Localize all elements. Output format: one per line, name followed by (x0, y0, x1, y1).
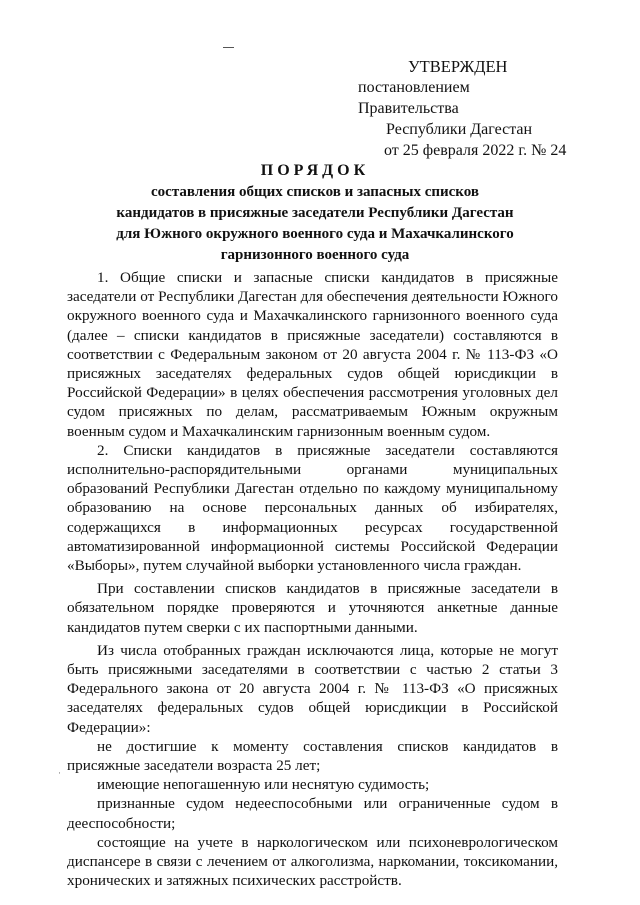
title-subtitle-line: гарнизонного военного суда (220, 247, 410, 263)
paragraph: 1. Общие списки и запасные списки кандидатов в присяжные заседатели от Республики Дагестан для обеспечения деятельности Южного окружного военного суда и Махачкалинского гарнизонного военного суда (далее – списки кандидатов в присяжные заседатели) составляются в соответствии с Федеральным законом от 20 августа 2004 г. № 113-ФЗ «О присяжных заседателях федеральных судов общей юрисдикции в Российской Федерации» в целях обеспечения рассмотрения уголовных дел судом присяжных по делам, рассматриваемым Южным окружным военным судом и Махачкалинским гарнизонным военным судом. (67, 269, 558, 440)
list-item: не достигшие к моменту составления списков кандидатов в присяжные заседатели возраста 25 лет; (67, 737, 558, 775)
approval-title: УТВЕРЖДЕН (408, 57, 508, 76)
paragraph: Из числа отобранных граждан исключаются лица, которые не могут быть присяжными заседателями в соответствии с частью 2 статьи 3 Федерального закона от 20 августа 2004 г. № 113-ФЗ «О присяжных заседателях федеральных судов общей юрисдикции в Российской Федерации»: (67, 641, 558, 736)
scan-dot: · (58, 768, 61, 778)
list-item: признанные судом недееспособными или ограниченные судом в дееспособности; (67, 795, 558, 832)
document-body (67, 268, 558, 891)
approval-block (338, 56, 568, 161)
title-subtitle-line: составления общих списков и запасных списков (151, 184, 479, 200)
list-item: состоящие на учете в наркологическом или психоневрологическом диспансере в связи с лечением от алкоголизма, наркомании, токсикомании, хронических и затяжных психических расстройств. (67, 833, 558, 890)
approval-line: Республики Дагестан (386, 121, 533, 138)
scan-mark (223, 47, 234, 48)
approval-line: постановлением Правительства (358, 79, 470, 117)
paragraph: 2. Списки кандидатов в присяжные заседатели составляются исполнительно-распорядительными органами муниципальных образований Республики Дагестан отдельно по каждому муниципальному образованию на основе персональных данных об избирателях, содержащихся в информационных ресурсах государственной автоматизированной информационной системы Российской Федерации «Выборы», путем случайной выборки установленного числа граждан. (67, 441, 558, 575)
title-heading: ПОРЯДОК (260, 162, 370, 179)
title-subtitle-line: кандидатов в присяжные заседатели Республики Дагестан (116, 205, 514, 221)
document-title (60, 160, 570, 266)
approval-date: от 25 февраля 2022 г. № 24 (384, 142, 567, 159)
paragraph: При составлении списков кандидатов в присяжные заседатели в обязательном порядке проверяются и уточняются анкетные данные кандидатов путем сверки с их паспортными данными. (67, 580, 558, 636)
title-subtitle-line: для Южного окружного военного суда и Махачкалинского (116, 226, 514, 242)
list-item: имеющие непогашенную или неснятую судимость; (97, 776, 430, 794)
